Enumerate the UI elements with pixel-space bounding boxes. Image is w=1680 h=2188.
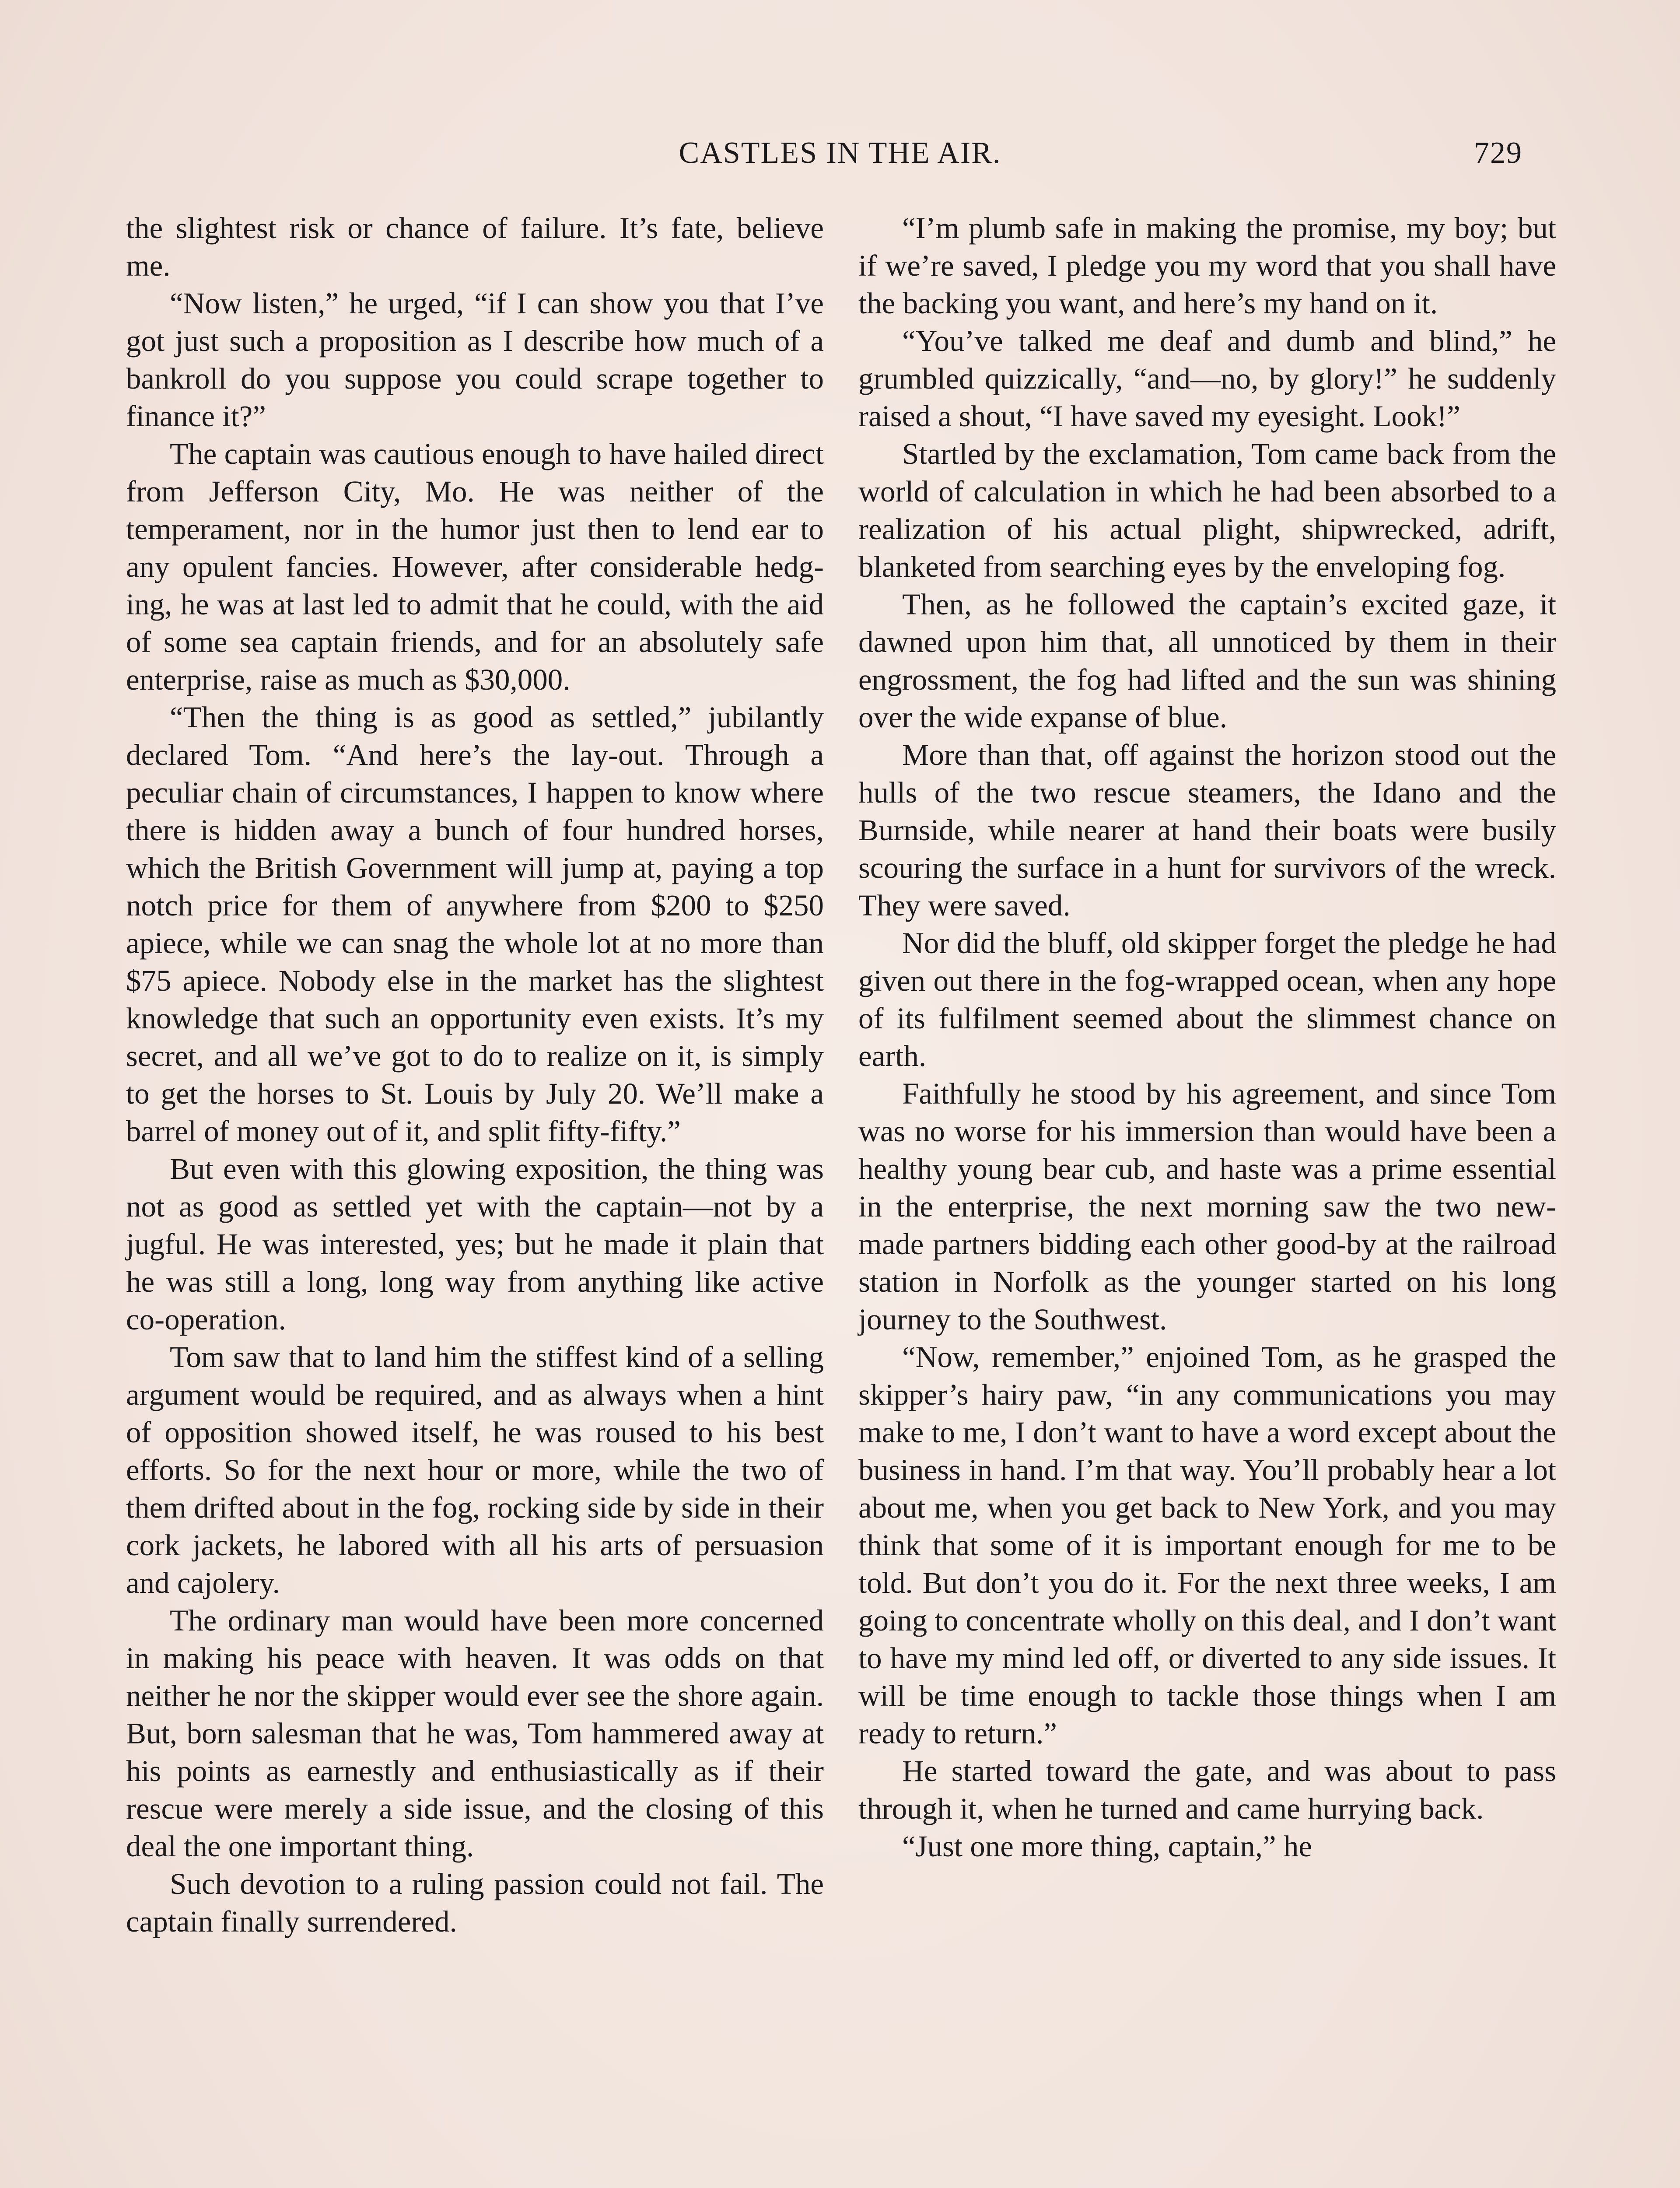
paragraph: “I’m plumb safe in making the promise, my boy; but if we’re saved, I pledge you my word that you shall have the backing you want, and here’s my hand on it. xyxy=(858,211,1556,320)
left-column xyxy=(126,209,824,1940)
paragraph: He started toward the gate, and was about to pass through it, when he turned and came hurrying back. xyxy=(858,1754,1556,1825)
paragraph: The ordinary man would have been more concerned in making his peace with heaven. It was odds on that neither he nor the skipper would ever see the shore again. But, born salesman that he was, Tom hammered away at his points as earnestly and enthusiastically as if their rescue were merely a side issue, and the closing of this deal the one important thing. xyxy=(126,1604,824,1863)
paragraph: Nor did the bluff, old skipper forget the pledge he had given out there in the fog-wrapped ocean, when any hope of its fulfilment seemed about the slimmest chance on earth. xyxy=(858,926,1556,1073)
paragraph: More than that, off against the horizon stood out the hulls of the two rescue steamers, the Idano and the Burnside, while nearer at hand their boats were busily scouring the surface in a hunt for survivors of the wreck. They were saved. xyxy=(858,738,1556,922)
running-head xyxy=(131,136,1549,184)
paragraph: Then, as he followed the captain’s excited gaze, it dawned upon him that, all unnoticed by them in their engrossment, the fog had lifted and the sun was shining over the wide expanse of blue. xyxy=(858,588,1556,734)
right-column xyxy=(858,209,1556,1865)
paragraph: Tom saw that to land him the stiffest kind of a selling argument would be required, and as always when a hint of opposition showed itself, he was roused to his best efforts. So for the next hour or more, while the two of them drifted about in the fog, rocking side by side in their cork jackets, he labored with all his arts of persuasion and cajolery. xyxy=(126,1340,824,1599)
page-number: 729 xyxy=(1474,136,1522,170)
paragraph: But even with this glowing exposition, the thing was not as good as settled yet with the captain—not by a jugful. He was interested, yes; but he made it plain that he was still a long, long way from anything like active co-operation. xyxy=(126,1152,824,1336)
paragraph: Startled by the exclamation, Tom came back from the world of calculation in which he had been absorbed to a realization of his actual plight, shipwrecked, adrift, blanketed from searching eyes by the enveloping fog. xyxy=(858,437,1556,583)
paragraph: “Just one more thing, captain,” he xyxy=(902,1830,1312,1863)
paragraph: “Now, remember,” enjoined Tom, as he grasped the skipper’s hairy paw, “in any communications you may make to me, I don’t want to have a word except about the business in hand. I’m that way. You’ll probably hear a lot about me, when you get back to New York, and you may think that some of it is important enough for me to be told. But don’t you do it. For the next three weeks, I am going to concentrate wholly on this deal, and I don’t want to have my mind led off, or diverted to any side issues. It will be time enough to tackle those things when I am ready to return.” xyxy=(858,1340,1556,1750)
paragraph: “Now listen,” he urged, “if I can show you that I’ve got just such a proposition as I describe how much of a bankroll do you suppose you could scrape together to finance it?” xyxy=(126,287,824,433)
running-title: CASTLES IN THE AIR. xyxy=(679,136,1001,170)
paragraph: The captain was cautious enough to have hailed direct from Jefferson City, Mo. He was neither of the temperament, nor in the humor just then to lend ear to any opulent fancies. However, after considerable hedging, he was at last led to admit that he could, with the aid of some sea captain friends, and for an absolutely safe enterprise, raise as much as $30,000. xyxy=(126,437,824,696)
paragraph: Such devotion to a ruling passion could not fail. The captain finally surrendered. xyxy=(126,1867,824,1938)
paragraph: “You’ve talked me deaf and dumb and blind,” he grumbled quizzically, “and—no, by glory!” he suddenly raised a shout, “I have saved my eyesight. Look!” xyxy=(858,324,1556,433)
paragraph: Faithfully he stood by his agreement, and since Tom was no worse for his immersion than would have been a healthy young bear cub, and haste was a prime essential in the enterprise, the next morning saw the two new-made partners bidding each other good-by at the railroad station in Norfolk as the younger started on his long journey to the Southwest. xyxy=(858,1077,1556,1336)
paragraph: the slightest risk or chance of failure. It’s fate, believe me. xyxy=(126,211,824,282)
paragraph: “Then the thing is as good as settled,” jubilantly declared Tom. “And here’s the lay-out. Through a peculiar chain of circumstances, I happen to know where there is hidden away a bunch of four hundred horses, which the British Government will jump at, paying a top notch price for them of anywhere from $200 to $250 apiece, while we can snag the whole lot at no more than $75 apiece. Nobody else in the market has the slightest knowledge that such an opportunity even exists. It’s my secret, and all we’ve got to do to realize on it, is simply to get the horses to St. Louis by July 20. We’ll make a barrel of money out of it, and split fifty-fifty.” xyxy=(126,701,824,1148)
